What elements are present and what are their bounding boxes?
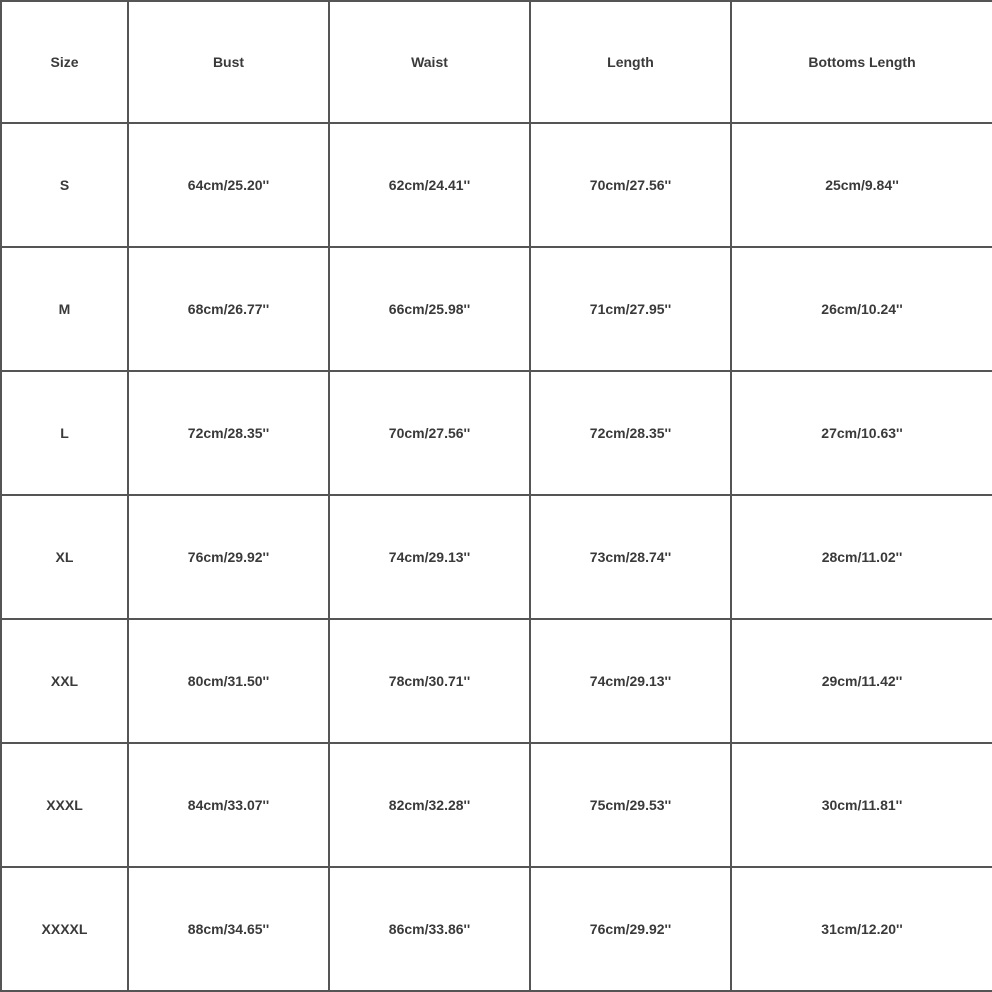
table-row [1,123,992,247]
bottoms-length-cell: 26cm/10.24'' [731,247,992,371]
length-cell: 75cm/29.53'' [530,743,731,867]
length-cell: 73cm/28.74'' [530,495,731,619]
size-cell: S [1,123,128,247]
bust-cell: 68cm/26.77'' [128,247,329,371]
table-row [1,247,992,371]
table-row [1,495,992,619]
bottoms-length-cell: 30cm/11.81'' [731,743,992,867]
length-cell: 76cm/29.92'' [530,867,731,991]
size-cell: XXXXL [1,867,128,991]
waist-cell: 86cm/33.86'' [329,867,530,991]
size-cell: XXL [1,619,128,743]
length-cell: 74cm/29.13'' [530,619,731,743]
bust-cell: 84cm/33.07'' [128,743,329,867]
bottoms-length-cell: 27cm/10.63'' [731,371,992,495]
bust-cell: 76cm/29.92'' [128,495,329,619]
bottoms-length-cell: 28cm/11.02'' [731,495,992,619]
length-cell: 71cm/27.95'' [530,247,731,371]
table-row [1,743,992,867]
size-cell: XXXL [1,743,128,867]
bottoms-length-cell: 29cm/11.42'' [731,619,992,743]
table-row [1,867,992,991]
header-waist: Waist [329,1,530,123]
bust-cell: 72cm/28.35'' [128,371,329,495]
header-bust: Bust [128,1,329,123]
waist-cell: 78cm/30.71'' [329,619,530,743]
table-header-row [1,1,992,123]
waist-cell: 82cm/32.28'' [329,743,530,867]
waist-cell: 66cm/25.98'' [329,247,530,371]
size-cell: L [1,371,128,495]
waist-cell: 62cm/24.41'' [329,123,530,247]
bottoms-length-cell: 25cm/9.84'' [731,123,992,247]
header-length: Length [530,1,731,123]
header-bottoms-length: Bottoms Length [731,1,992,123]
size-cell: XL [1,495,128,619]
size-cell: M [1,247,128,371]
length-cell: 70cm/27.56'' [530,123,731,247]
bust-cell: 88cm/34.65'' [128,867,329,991]
waist-cell: 70cm/27.56'' [329,371,530,495]
waist-cell: 74cm/29.13'' [329,495,530,619]
table-row [1,371,992,495]
length-cell: 72cm/28.35'' [530,371,731,495]
bust-cell: 64cm/25.20'' [128,123,329,247]
table-row [1,619,992,743]
header-size: Size [1,1,128,123]
bust-cell: 80cm/31.50'' [128,619,329,743]
bottoms-length-cell: 31cm/12.20'' [731,867,992,991]
